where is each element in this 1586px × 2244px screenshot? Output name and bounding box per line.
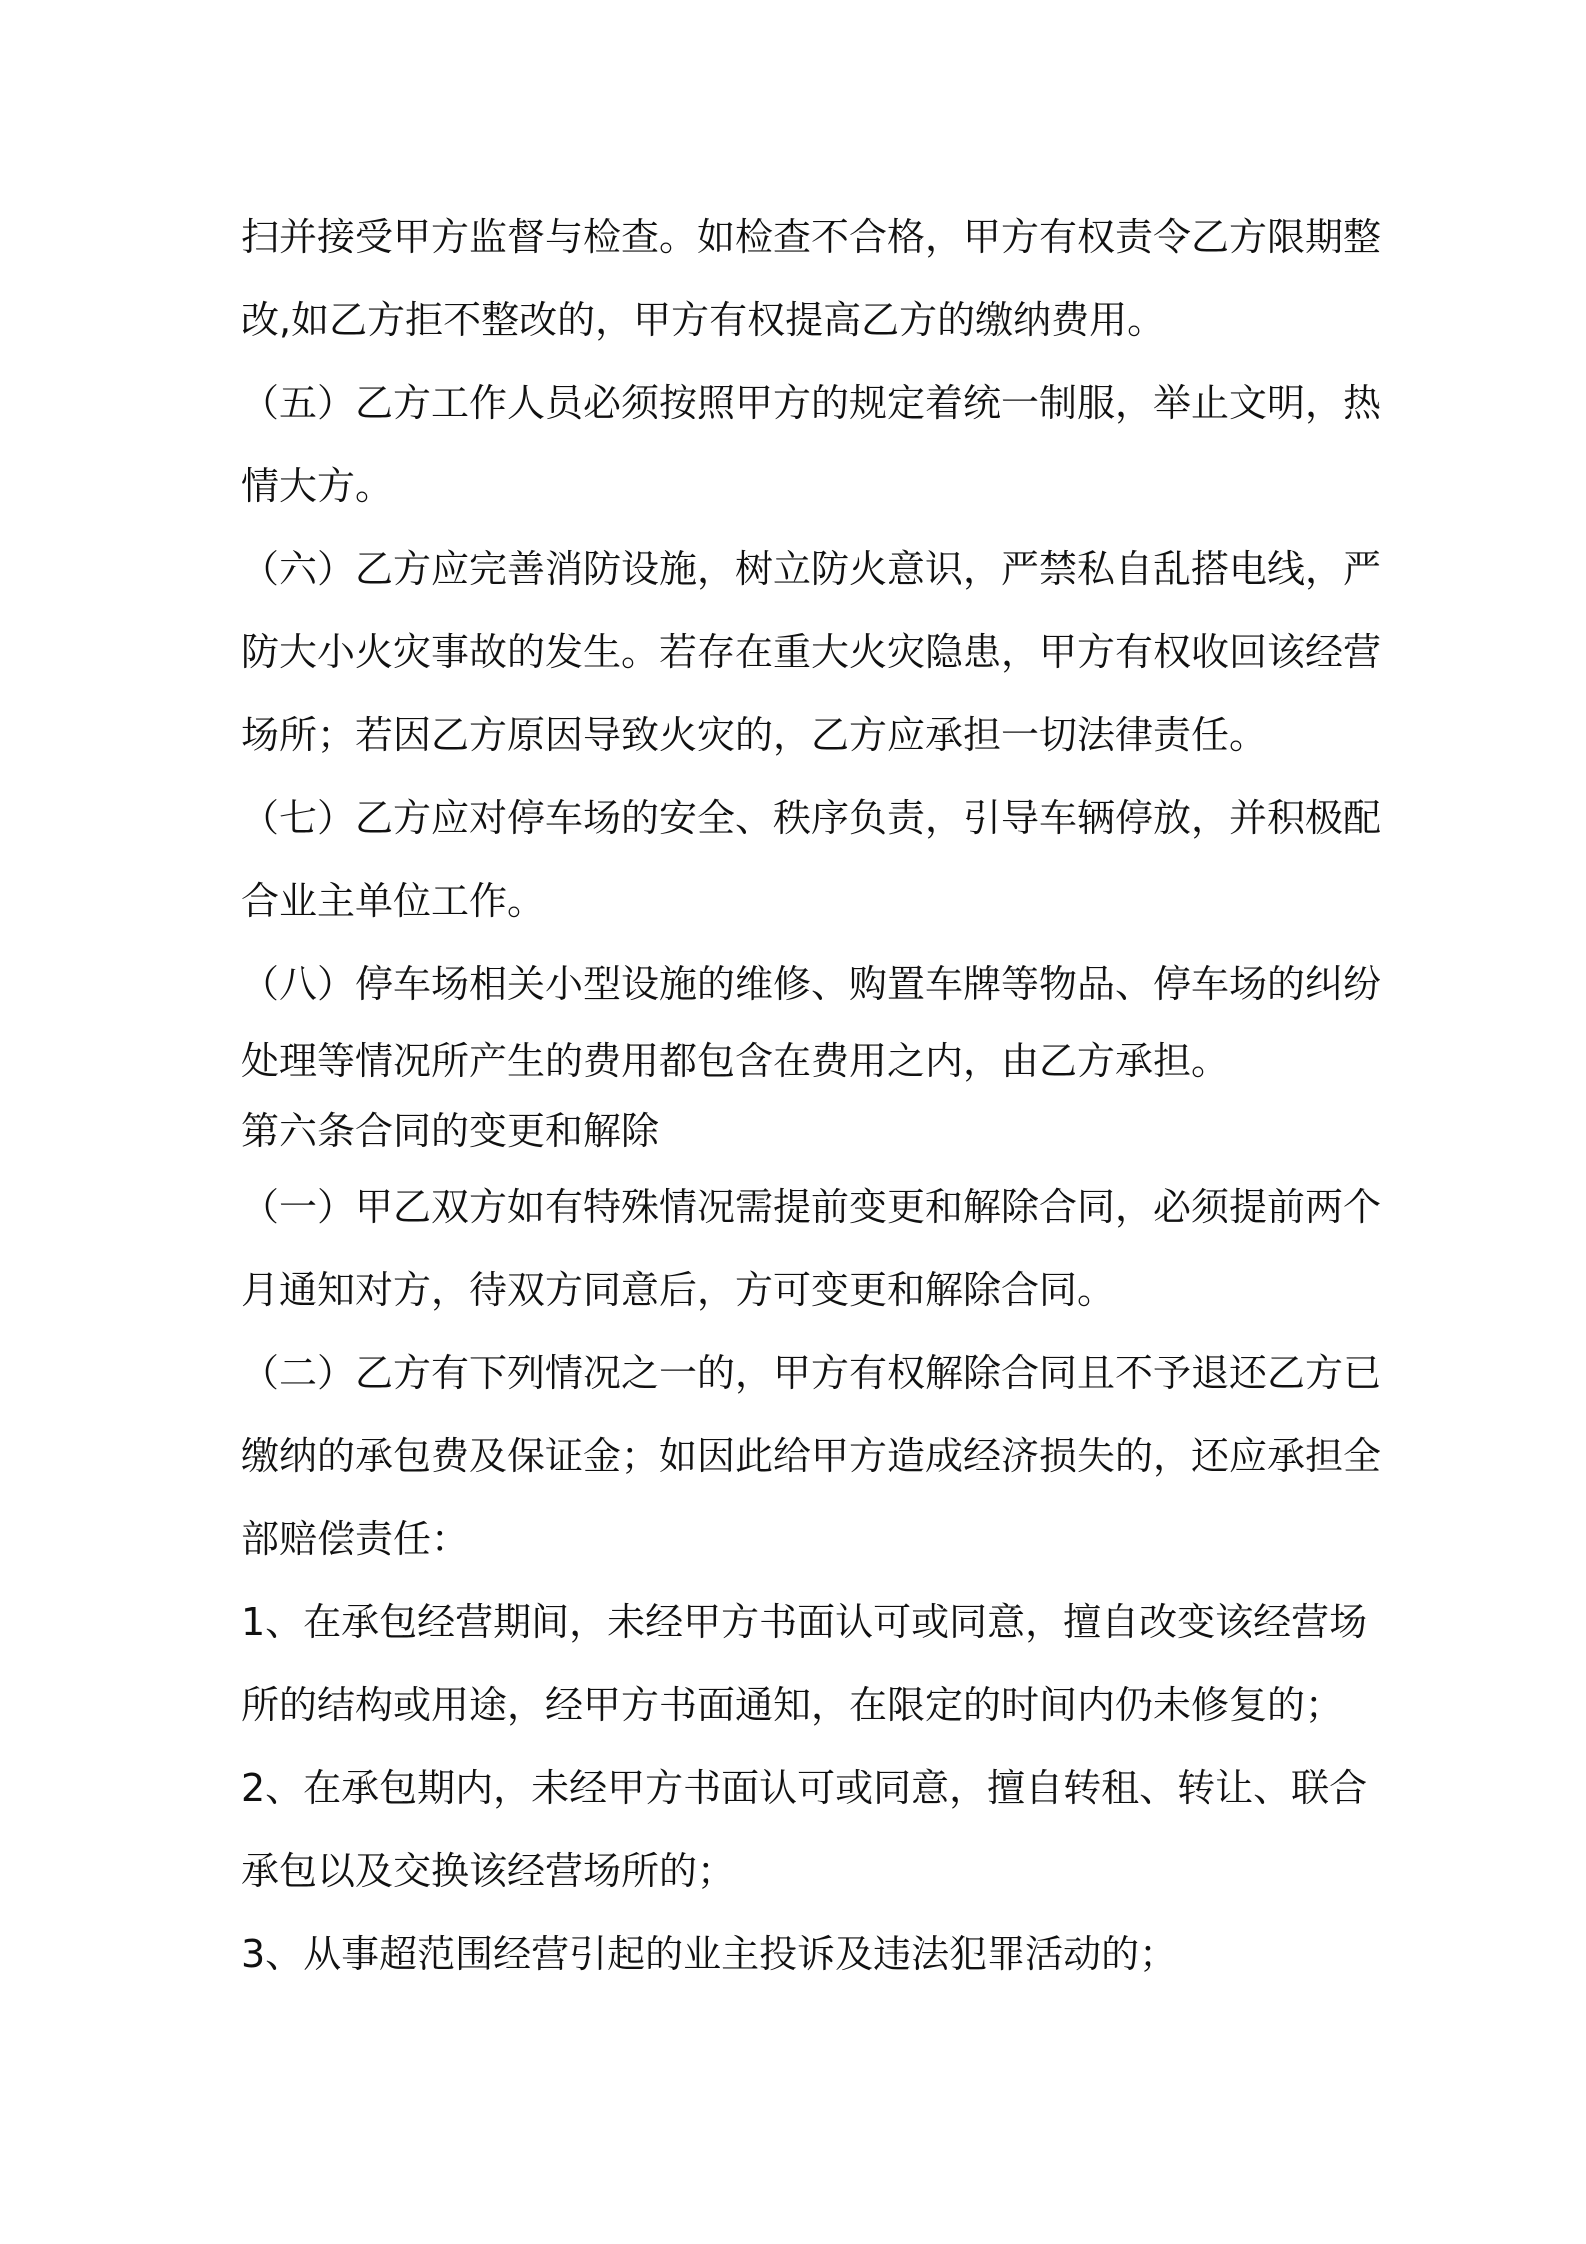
text-line: （一）甲乙双方如有特殊情况需提前变更和解除合同，必须提前两个 (241, 1185, 1382, 1229)
text-line: 处理等情况所产生的费用都包含在费用之内，由乙方承担。 (241, 1039, 1230, 1083)
text-line: 情大方。 (241, 464, 394, 508)
text-line: 2、在承包期内，未经甲方书面认可或同意，擅自转租、转让、联合 (241, 1766, 1368, 1810)
text-line: 3、从事超范围经营引起的业主投诉及违法犯罪活动的； (241, 1932, 1178, 1976)
text-line: （二）乙方有下列情况之一的，甲方有权解除合同且不予退还乙方已 (241, 1351, 1382, 1395)
text-line: 扫并接受甲方监督与检查。如检查不合格，甲方有权责令乙方限期整 (241, 215, 1382, 259)
text-line: 部赔偿责任： (241, 1517, 470, 1561)
text-line: （五）乙方工作人员必须按照甲方的规定着统一制服，举止文明，热 (241, 381, 1382, 425)
text-line: 1、在承包经营期间，未经甲方书面认可或同意，擅自改变该经营场 (241, 1600, 1368, 1644)
text-line: 场所；若因乙方原因导致火灾的，乙方应承担一切法律责任。 (241, 713, 1268, 757)
contract-text (241, 196, 1382, 1996)
text-line: 改,如乙方拒不整改的，甲方有权提高乙方的缴纳费用。 (241, 298, 1166, 342)
text-line: 合业主单位工作。 (241, 879, 546, 923)
text-line: 承包以及交换该经营场所的； (241, 1849, 736, 1893)
text-line: 月通知对方，待双方同意后，方可变更和解除合同。 (241, 1268, 1116, 1312)
section-heading: 第六条合同的变更和解除 (241, 1109, 660, 1153)
text-line: （八）停车场相关小型设施的维修、购置车牌等物品、停车场的纠纷 (241, 962, 1382, 1006)
text-line: 所的结构或用途，经甲方书面通知，在限定的时间内仍未修复的； (241, 1683, 1344, 1727)
text-line: 防大小火灾事故的发生。若存在重大火灾隐患，甲方有权收回该经营 (241, 630, 1382, 674)
text-line: （六）乙方应完善消防设施，树立防火意识，严禁私自乱搭电线，严 (241, 547, 1382, 591)
text-line: （七）乙方应对停车场的安全、秩序负责，引导车辆停放，并积极配 (241, 796, 1382, 840)
text-line: 缴纳的承包费及保证金；如因此给甲方造成经济损失的，还应承担全 (241, 1434, 1382, 1478)
